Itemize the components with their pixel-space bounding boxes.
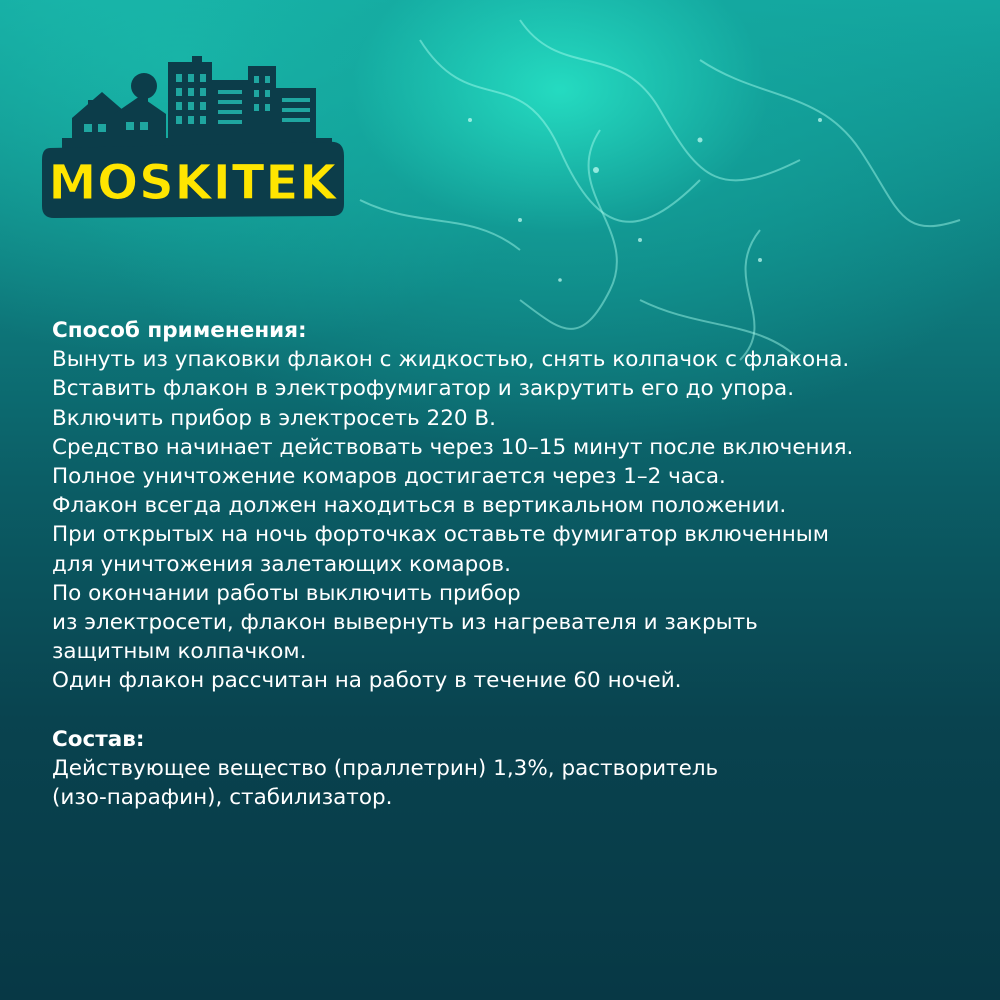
- brand-name: MOSKITEK: [48, 155, 338, 211]
- usage-line: Средство начинает действовать через 10–15 минут после включения.: [52, 434, 854, 460]
- usage-line: Вставить флакон в электрофумигатор и закрутить его до упора.: [52, 376, 795, 402]
- brand-logo: [36, 56, 348, 222]
- usage-line: Вынуть из упаковки флакон с жидкостью, снять колпачок с флакона.: [52, 347, 850, 373]
- city-skyline-icon: [62, 56, 332, 152]
- composition-line: Действующее вещество (праллетрин) 1,3%, растворитель: [52, 755, 719, 781]
- usage-line: При открытых на ночь форточках оставьте фумигатор включенным: [52, 522, 830, 548]
- usage-line: Включить прибор в электросеть 220 В.: [52, 405, 496, 431]
- instructions-block: [52, 316, 972, 812]
- usage-line: Флакон всегда должен находиться в вертикальном положении.: [52, 493, 787, 519]
- usage-heading: Способ применения:: [52, 318, 307, 343]
- section-spacer: [52, 696, 972, 725]
- composition-line: (изо-парафин), стабилизатор.: [52, 785, 393, 811]
- usage-line: из электросети, флакон вывернуть из нагревателя и закрыть: [52, 610, 758, 636]
- usage-line: По окончании работы выключить прибор: [52, 580, 521, 606]
- usage-line: защитным колпачком.: [52, 639, 307, 665]
- composition-heading: Состав:: [52, 726, 145, 752]
- usage-line: для уничтожения залетающих комаров.: [52, 551, 511, 577]
- usage-line: Полное уничтожение комаров достигается через 1–2 часа.: [52, 464, 726, 490]
- usage-line: Один флакон рассчитан на работу в течение 60 ночей.: [52, 668, 682, 694]
